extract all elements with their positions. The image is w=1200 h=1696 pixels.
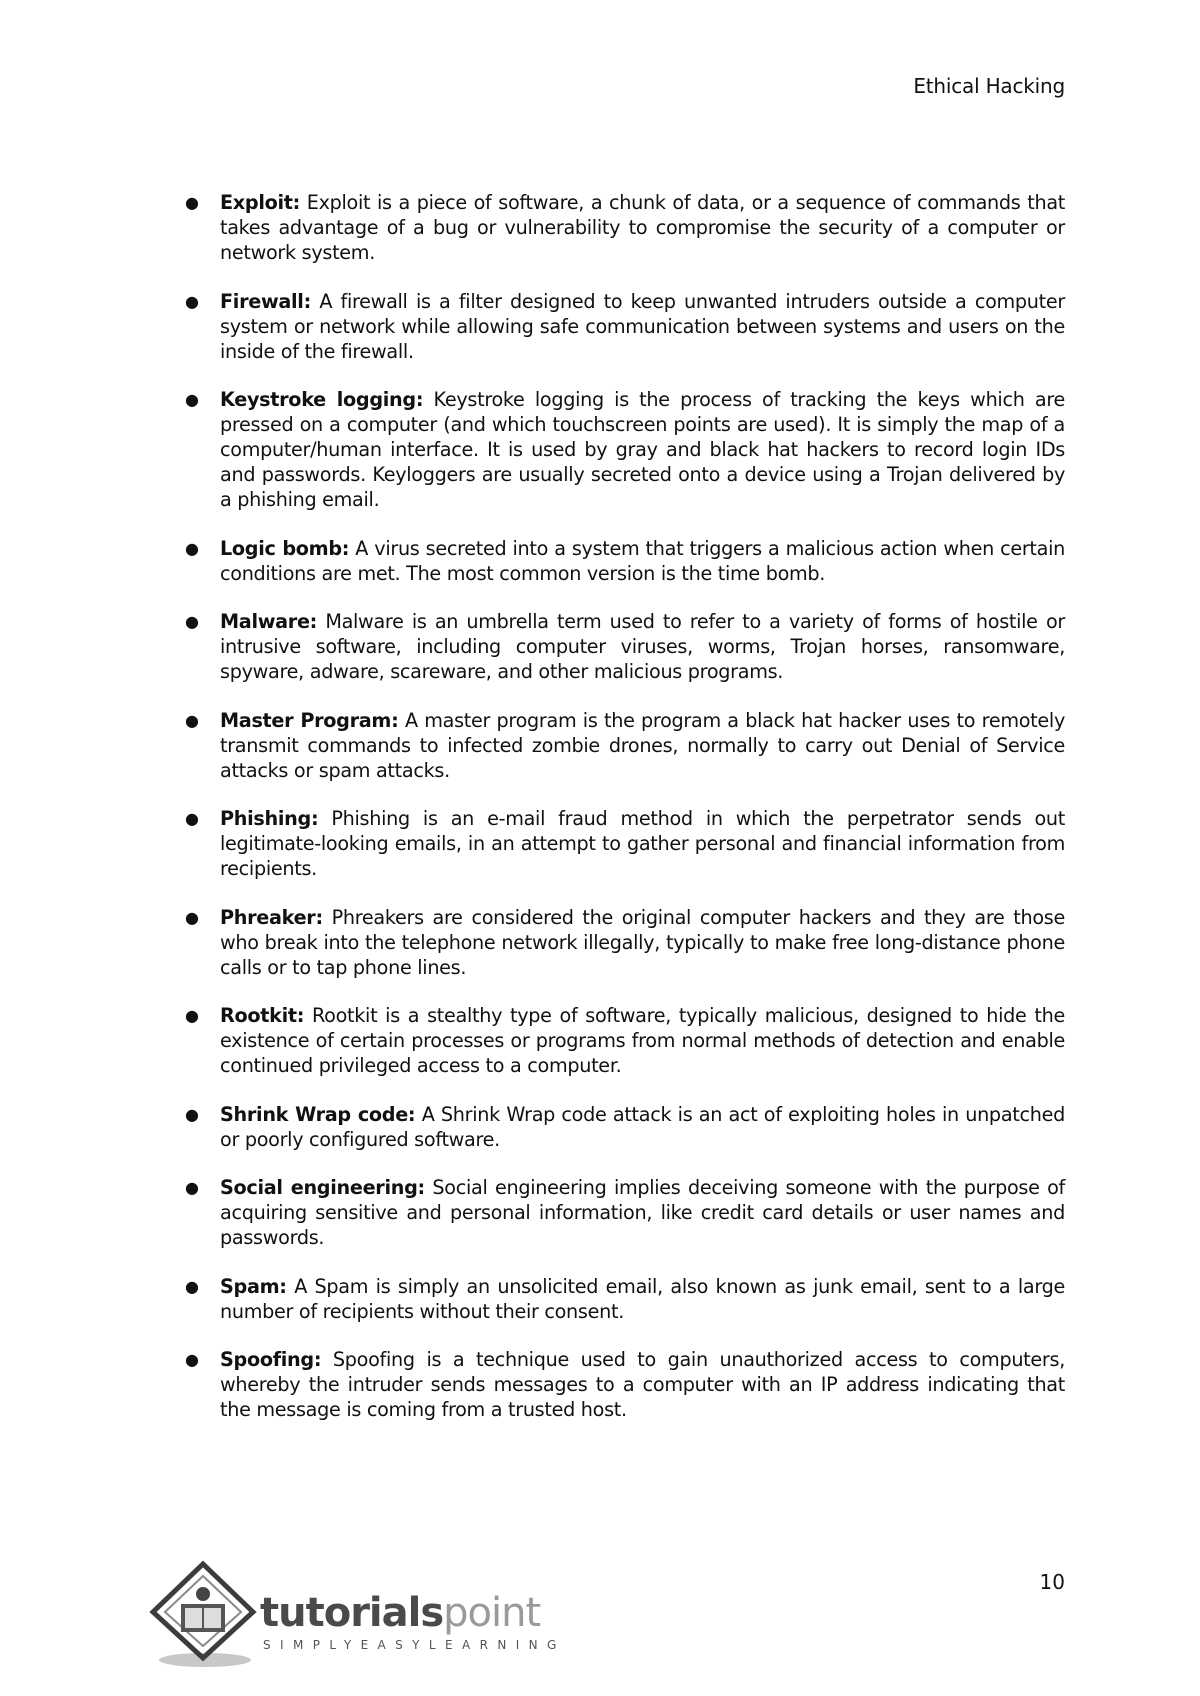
glossary-entry	[180, 1102, 1065, 1152]
entry-definition: A Shrink Wrap code attack is an act of exploiting holes in unpatched or poorly configured software.	[220, 1102, 1065, 1151]
entry-term: Exploit:	[220, 191, 300, 214]
entry-term: Master Program:	[220, 708, 399, 732]
bullet-icon: ●	[185, 1178, 199, 1197]
glossary-entry	[180, 905, 1065, 980]
entry-term: Shrink Wrap code:	[220, 1102, 416, 1126]
bullet-icon: ●	[185, 710, 199, 730]
entry-definition: Rootkit is a stealthy type of software, typically malicious, designed to hide the existence of certain processes or programs from normal methods of detection and enable continued privileged access to a computer.	[220, 1004, 1065, 1077]
entry-definition: Social engineering implies deceiving someone with the purpose of acquiring sensitive and personal information, like credit card details or user names and passwords.	[220, 1176, 1065, 1249]
entry-definition: Keystroke logging is the process of tracking the keys which are pressed on a computer (and which touchscreen points are used). It is simply the map of a computer/human interface. It is used by gray and black hat hackers to record login IDs and passwords. Keyloggers are usually secreted onto a device using a Trojan delivered by a phishing email.	[220, 388, 1065, 511]
book-diamond-logo-icon	[145, 1560, 265, 1670]
bullet-icon: ●	[185, 1350, 199, 1369]
glossary-entry	[180, 536, 1065, 586]
tutorialspoint-logo	[145, 1560, 566, 1670]
entry-term: Rootkit:	[220, 1004, 305, 1027]
glossary-entry	[180, 806, 1065, 881]
entry-term: Phishing:	[220, 807, 319, 830]
entry-definition: A Spam is simply an unsolicited email, also known as junk email, sent to a large number of recipients without their consent.	[220, 1274, 1065, 1323]
entry-definition: Malware is an umbrella term used to refer to a variety of forms of hostile or intrusive software, including computer viruses, worms, Trojan horses, ransomware, spyware, adware, scareware, and other malicious programs.	[220, 610, 1065, 683]
entry-term: Phreaker:	[220, 905, 323, 929]
logo-wordmark	[260, 1590, 540, 1636]
glossary-list	[180, 190, 1065, 1446]
entry-definition: A firewall is a filter designed to keep unwanted intruders outside a computer system or network while allowing safe communication between systems and users on the inside of the firewall.	[220, 289, 1065, 363]
bullet-icon: ●	[185, 1104, 199, 1124]
entry-definition: Phreakers are considered the original computer hackers and they are those who break into the telephone network illegally, typically to make free long-distance phone calls or to tap phone lines.	[220, 905, 1065, 979]
glossary-entry	[180, 1347, 1065, 1422]
entry-term: Social engineering:	[220, 1176, 425, 1199]
entry-term: Keystroke logging:	[220, 388, 424, 411]
entry-term: Malware:	[220, 610, 318, 633]
logo-name-accent: point	[443, 1590, 541, 1636]
entry-definition: A master program is the program a black hat hacker uses to remotely transmit commands to infected zombie drones, normally to carry out Denial of Service attacks or spam attacks.	[220, 708, 1065, 782]
bullet-icon: ●	[185, 809, 199, 828]
glossary-entry	[180, 609, 1065, 684]
entry-definition: Phishing is an e-mail fraud method in which the perpetrator sends out legitimate-looking emails, in an attempt to gather personal and financial information from recipients.	[220, 807, 1065, 880]
entry-term: Logic bomb:	[220, 536, 350, 560]
entry-term: Spam:	[220, 1274, 287, 1298]
entry-definition: Spoofing is a technique used to gain unauthorized access to computers, whereby the intruder sends messages to a computer with an IP address indicating that the message is coming from a trusted host.	[220, 1348, 1065, 1421]
bullet-icon: ●	[185, 291, 199, 311]
entry-definition: Exploit is a piece of software, a chunk of data, or a sequence of commands that takes advantage of a bug or vulnerability to compromise the security of a computer or network system.	[220, 191, 1065, 264]
bullet-icon: ●	[185, 1006, 199, 1025]
glossary-entry	[180, 1175, 1065, 1250]
entry-term: Spoofing:	[220, 1348, 322, 1371]
glossary-entry	[180, 1003, 1065, 1078]
glossary-entry	[180, 190, 1065, 265]
entry-term: Firewall:	[220, 289, 311, 313]
logo-name-main: tutorials	[260, 1590, 444, 1636]
glossary-entry	[180, 387, 1065, 512]
bullet-icon: ●	[185, 390, 199, 409]
glossary-entry	[180, 708, 1065, 783]
page-header-title: Ethical Hacking	[913, 74, 1065, 98]
bullet-icon: ●	[185, 1276, 199, 1296]
logo-tagline: SIMPLYEASYLEARNING	[263, 1638, 566, 1652]
bullet-icon: ●	[185, 538, 199, 558]
bullet-icon: ●	[185, 612, 199, 631]
page-number: 10	[1039, 1570, 1065, 1594]
bullet-icon: ●	[185, 193, 199, 212]
glossary-entry	[180, 1274, 1065, 1324]
glossary-entry	[180, 289, 1065, 364]
bullet-icon: ●	[185, 907, 199, 927]
entry-definition: A virus secreted into a system that triggers a malicious action when certain conditions are met. The most common version is the time bomb.	[220, 536, 1065, 585]
